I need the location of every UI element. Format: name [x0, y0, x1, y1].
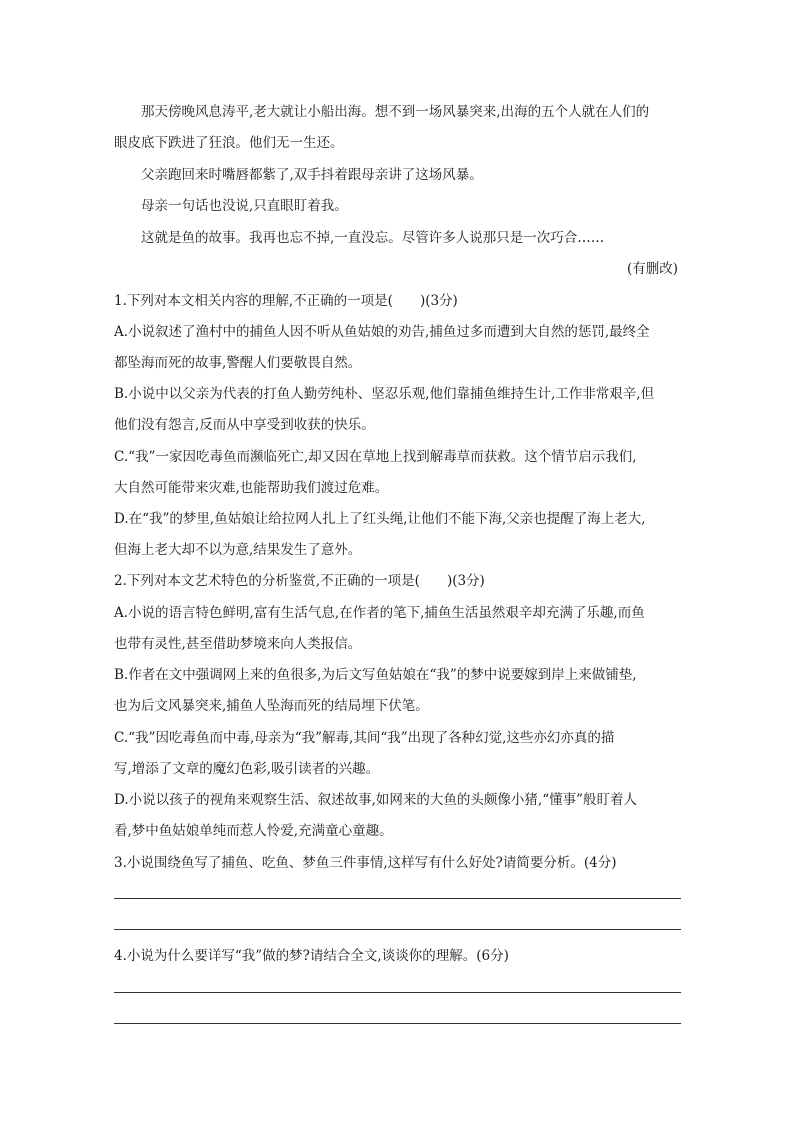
q1-option-c-line: C.“我”一家因吃毒鱼而濒临死亡,却又因在草地上找到解毒草而获救。这个情节启示我们, [114, 449, 637, 465]
q2-option-d-line: 看,梦中鱼姑娘单纯而惹人怜爱,充满童心童趣。 [114, 823, 393, 839]
q2-option-b-line: 也为后文风暴突来,捕鱼人坠海而死的结局埋下伏笔。 [114, 698, 429, 714]
answer-line[interactable] [114, 1023, 681, 1024]
q2-option-a-line: A.小说的语言特色鲜明,富有生活气息,在作者的笔下,捕鱼生活虽然艰辛却充满了乐趣,而鱼 [114, 605, 645, 621]
q1-option-b-line: 他们没有怨言,反而从中享受到收获的快乐。 [114, 417, 375, 433]
passage-line: 那天傍晚风息涛平,老大就让小船出海。想不到一场风暴突来,出海的五个人就在人们的 [141, 104, 650, 120]
q1-option-b-line: B.小说中以父亲为代表的打鱼人勤劳纯朴、坚忍乐观,他们靠捕鱼维持生计,工作非常艰辛,但 [114, 386, 655, 402]
question-2-stem: 2.下列对本文艺术特色的分析鉴赏,不正确的一项是( )(3分) [114, 573, 485, 589]
answer-line[interactable] [114, 898, 681, 899]
question-4-stem: 4.小说为什么要详写“我”做的梦?请结合全文,谈谈你的理解。(6分) [114, 948, 509, 964]
q2-option-d-line: D.小说以孩子的视角来观察生活、叙述故事,如网来的大鱼的头颇像小猪,“懂事”般盯着人 [114, 792, 638, 808]
source-note: (有删改) [626, 261, 678, 277]
answer-line[interactable] [114, 929, 681, 930]
q2-option-b-line: B.作者在文中强调网上来的鱼很多,为后文写鱼姑娘在“我”的梦中说要嫁到岸上来做铺垫, [114, 667, 637, 683]
q2-option-a-line: 也带有灵性,甚至借助梦境来向人类报信。 [114, 636, 362, 652]
answer-line[interactable] [114, 992, 681, 993]
q1-option-d-line: 但海上老大却不以为意,结果发生了意外。 [114, 542, 362, 558]
q1-option-a-line: A.小说叙述了渔村中的捕鱼人因不听从鱼姑娘的劝告,捕鱼过多而遭到大自然的惩罚,最终全 [114, 324, 650, 340]
passage-line: 眼皮底下跌进了狂浪。他们无一生还。 [114, 135, 344, 151]
passage-line: 这就是鱼的故事。我再也忘不掉,一直没忘。尽管许多人说那只是一次巧合…… [141, 230, 605, 246]
q2-option-c-line: C.“我”因吃毒鱼而中毒,母亲为“我”解毒,其间“我”出现了各种幻觉,这些亦幻亦真的描 [114, 730, 615, 746]
q2-option-c-line: 写,增添了文章的魔幻色彩,吸引读者的兴趣。 [114, 761, 380, 777]
q1-option-d-line: D.在“我”的梦里,鱼姑娘让给拉网人扎上了红头绳,让他们不能下海,父亲也提醒了海上老大, [114, 511, 646, 527]
q1-option-a-line: 都坠海而死的故事,警醒人们要敬畏自然。 [114, 355, 362, 371]
question-3-stem: 3.小说围绕鱼写了捕鱼、吃鱼、梦鱼三件事情,这样写有什么好处?请简要分析。(4分) [114, 855, 617, 871]
passage-line: 母亲一句话也没说,只直眼盯着我。 [141, 198, 348, 214]
question-1-stem: 1.下列对本文相关内容的理解,不正确的一项是( )(3分) [114, 293, 458, 309]
q1-option-c-line: 大自然可能带来灾难,也能帮助我们渡过危难。 [114, 480, 389, 496]
passage-line: 父亲跑回来时嘴唇都紫了,双手抖着跟母亲讲了这场风暴。 [141, 167, 483, 183]
